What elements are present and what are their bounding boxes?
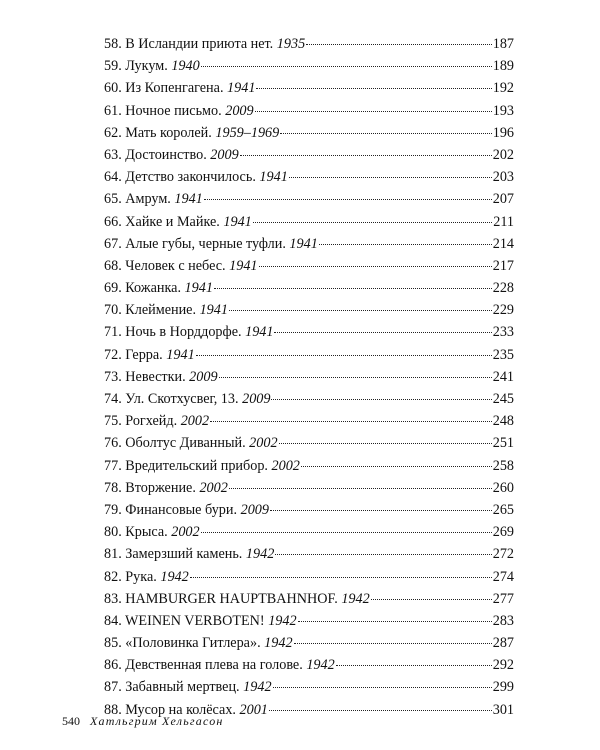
- toc-entry-title: Забавный мертвец.: [125, 679, 244, 696]
- running-author: Хатльгрим Хельгасон: [90, 714, 224, 728]
- dot-leader: [271, 399, 491, 400]
- toc-entry: [104, 55, 514, 77]
- toc-entry-year: 1941: [229, 257, 258, 274]
- toc-entry: [104, 211, 514, 233]
- toc-entry-year: 1940: [171, 58, 200, 75]
- toc-entry-title: Ул. Скотхусвег, 13.: [125, 391, 243, 407]
- dot-leader: [273, 687, 492, 688]
- table-of-contents: [104, 33, 514, 721]
- toc-entry: [104, 521, 514, 543]
- toc-entry: [104, 432, 514, 454]
- toc-entry-text: [104, 676, 272, 698]
- toc-entry-page: 189: [492, 58, 514, 75]
- toc-entry-text: [104, 366, 218, 388]
- toc-entry-number: 66.: [104, 213, 122, 230]
- toc-entry-page: 292: [492, 657, 514, 674]
- toc-entry-title: Алые губы, черные туфли.: [125, 235, 290, 252]
- toc-entry-year: 1941: [166, 346, 195, 363]
- toc-entry-text: [104, 632, 293, 654]
- dot-leader: [214, 288, 492, 289]
- toc-entry-title: Мать королей.: [125, 124, 216, 141]
- toc-entry-year: 2009: [189, 368, 218, 385]
- toc-entry: [104, 321, 514, 343]
- dot-leader: [229, 488, 492, 489]
- dot-leader: [289, 177, 492, 178]
- toc-entry-number: 88.: [104, 701, 122, 718]
- toc-entry-number: 86.: [104, 657, 122, 674]
- toc-entry-text: [104, 100, 254, 122]
- toc-entry-page: 272: [492, 546, 514, 563]
- toc-entry-page: 229: [492, 302, 514, 319]
- dot-leader: [301, 466, 492, 467]
- dot-leader: [279, 443, 492, 444]
- toc-entry-year: 2009: [240, 501, 269, 518]
- toc-entry-number: 63.: [104, 146, 122, 163]
- toc-entry-page: 301: [492, 701, 514, 718]
- toc-entry: [104, 654, 514, 676]
- dot-leader: [255, 111, 492, 112]
- toc-entry-page: 211: [493, 213, 514, 230]
- dot-leader: [275, 554, 491, 555]
- toc-entry-page: 299: [492, 679, 514, 696]
- dot-leader: [336, 665, 492, 666]
- toc-entry-page: 203: [492, 169, 514, 186]
- toc-entry-page: 248: [492, 413, 514, 430]
- toc-entry-title: Вторжение.: [125, 479, 200, 496]
- toc-entry-year: 1941: [199, 302, 228, 319]
- toc-entry-page: 258: [492, 457, 514, 474]
- toc-entry-year: 1942: [243, 679, 272, 696]
- toc-entry-title: Невестки.: [125, 368, 190, 385]
- dot-leader: [274, 332, 491, 333]
- toc-entry-year: 1942: [160, 568, 189, 585]
- dot-leader: [259, 266, 492, 267]
- toc-entry-text: [104, 321, 273, 343]
- toc-entry-text: [104, 255, 258, 277]
- toc-entry-year: 2002: [171, 524, 200, 541]
- toc-entry-page: 196: [492, 124, 514, 141]
- toc-entry-number: 67.: [104, 235, 122, 252]
- toc-entry-text: [104, 144, 239, 166]
- dot-leader: [201, 532, 492, 533]
- toc-entry: [104, 277, 514, 299]
- toc-entry-text: [104, 388, 270, 410]
- toc-entry-title: Замерзший камень.: [125, 546, 246, 563]
- toc-entry-text: [104, 521, 200, 543]
- toc-entry-year: 2002: [180, 413, 210, 430]
- toc-entry-year: 2002: [199, 479, 228, 496]
- toc-entry-year: 1941: [259, 169, 288, 186]
- toc-entry-title: WEINEN VERBOTEN!: [125, 612, 269, 629]
- toc-entry-number: 62.: [104, 124, 122, 141]
- toc-entry-title: Ночное письмо.: [125, 102, 226, 119]
- toc-entry-page: 245: [492, 391, 514, 407]
- toc-entry-year: 1941: [184, 280, 213, 297]
- toc-entry: [104, 455, 514, 477]
- toc-entry-year: 1942: [245, 546, 275, 563]
- toc-entry-title: Герра.: [125, 346, 167, 363]
- toc-entry-year: 1942: [268, 612, 297, 629]
- toc-entry-page: 260: [492, 479, 514, 496]
- toc-entry-number: 72.: [104, 346, 122, 363]
- toc-entry-year: 1941: [174, 191, 203, 208]
- toc-entry: [104, 676, 514, 698]
- toc-entry-title: Детство закончилось.: [125, 169, 260, 186]
- toc-entry-title: Из Копенгагена.: [125, 80, 228, 97]
- toc-entry-title: Вредительский прибор.: [125, 457, 272, 474]
- toc-entry-title: HAMBURGER HAUPTBAHNHOF.: [125, 590, 342, 607]
- toc-entry-text: [104, 410, 209, 432]
- toc-entry-number: 58.: [104, 36, 122, 52]
- toc-entry: [104, 388, 514, 410]
- toc-entry-number: 73.: [104, 368, 122, 385]
- toc-entry: [104, 122, 514, 144]
- toc-entry-text: [104, 455, 300, 477]
- toc-entry: [104, 610, 514, 632]
- toc-entry-text: [104, 610, 297, 632]
- dot-leader: [319, 244, 492, 245]
- toc-entry-number: 65.: [104, 191, 122, 208]
- toc-entry-year: 1935: [276, 36, 306, 52]
- toc-entry-title: Достоинство.: [125, 146, 211, 163]
- toc-entry: [104, 543, 514, 565]
- toc-entry-title: Хайке и Майке.: [125, 213, 224, 230]
- toc-entry-title: «Половинка Гитлера».: [125, 635, 265, 652]
- toc-entry-number: 68.: [104, 257, 122, 274]
- dot-leader: [280, 133, 492, 134]
- dot-leader: [240, 155, 492, 156]
- dot-leader: [294, 643, 492, 644]
- toc-entry-text: [104, 654, 335, 676]
- toc-entry: [104, 255, 514, 277]
- toc-entry-text: [104, 77, 255, 99]
- toc-entry: [104, 299, 514, 321]
- toc-entry-title: Кожанка.: [125, 280, 185, 297]
- toc-entry-page: 235: [492, 346, 514, 363]
- toc-entry-number: 79.: [104, 501, 122, 518]
- toc-entry-number: 71.: [104, 324, 122, 341]
- toc-entry: [104, 477, 514, 499]
- toc-entry-year: 1941: [227, 80, 256, 97]
- toc-entry-number: 77.: [104, 457, 122, 474]
- toc-entry: [104, 410, 514, 432]
- toc-entry: [104, 77, 514, 99]
- page-number: 540: [62, 714, 80, 728]
- toc-entry-number: 87.: [104, 679, 122, 696]
- toc-entry-text: [104, 477, 228, 499]
- toc-entry-title: Рука.: [125, 568, 161, 585]
- toc-entry-text: [104, 277, 213, 299]
- toc-entry-number: 81.: [104, 546, 122, 563]
- toc-entry-title: Крыса.: [125, 524, 172, 541]
- toc-entry-page: 277: [492, 590, 514, 607]
- toc-entry-page: 202: [492, 146, 514, 163]
- toc-entry-text: [104, 33, 305, 55]
- dot-leader: [269, 710, 492, 711]
- toc-entry: [104, 566, 514, 588]
- toc-entry-text: [104, 344, 195, 366]
- dot-leader: [229, 310, 492, 311]
- toc-entry-year: 2009: [210, 146, 239, 163]
- toc-entry-number: 80.: [104, 524, 122, 541]
- toc-entry-year: 2009: [225, 102, 254, 119]
- toc-entry-number: 74.: [104, 391, 122, 407]
- toc-entry-page: 287: [492, 635, 514, 652]
- toc-entry-title: Лукум.: [125, 58, 172, 75]
- toc-entry-title: Ночь в Норддорфе.: [125, 324, 246, 341]
- dot-leader: [204, 199, 492, 200]
- toc-entry-text: [104, 55, 200, 77]
- toc-entry: [104, 33, 514, 55]
- toc-entry: [104, 144, 514, 166]
- dot-leader: [298, 621, 492, 622]
- toc-entry-title: Рогхейд.: [125, 413, 181, 430]
- toc-entry-number: 64.: [104, 169, 122, 186]
- toc-entry-year: 1941: [223, 213, 252, 230]
- toc-entry: [104, 588, 514, 610]
- toc-entry-page: 283: [492, 612, 514, 629]
- toc-entry-number: 60.: [104, 80, 122, 97]
- toc-entry: [104, 233, 514, 255]
- dot-leader: [306, 44, 492, 45]
- toc-entry-title: В Исландии приюта нет.: [125, 36, 277, 52]
- toc-entry-year: 2001: [239, 701, 268, 718]
- toc-entry: [104, 632, 514, 654]
- toc-entry-page: 269: [492, 524, 514, 541]
- toc-entry-number: 82.: [104, 568, 122, 585]
- toc-entry-text: [104, 188, 203, 210]
- dot-leader: [196, 355, 492, 356]
- toc-entry-text: [104, 499, 269, 521]
- toc-entry-title: Оболтус Диванный.: [125, 435, 250, 452]
- toc-entry-title: Мусор на колёсах.: [125, 701, 240, 718]
- dot-leader: [253, 222, 492, 223]
- toc-entry-year: 1942: [341, 590, 370, 607]
- dot-leader: [201, 66, 492, 67]
- toc-entry-number: 84.: [104, 612, 122, 629]
- toc-entry-text: [104, 211, 252, 233]
- page-footer: [62, 714, 224, 729]
- toc-entry-year: 1942: [306, 657, 335, 674]
- dot-leader: [270, 510, 492, 511]
- toc-entry: [104, 344, 514, 366]
- toc-entry-page: 265: [492, 501, 514, 518]
- toc-entry-number: 85.: [104, 635, 122, 652]
- toc-entry-number: 75.: [104, 413, 122, 430]
- toc-entry-title: Клеймение.: [125, 302, 200, 319]
- toc-entry-text: [104, 299, 228, 321]
- toc-entry: [104, 100, 514, 122]
- toc-entry-year: 1941: [289, 235, 318, 252]
- toc-entry-page: 217: [492, 257, 514, 274]
- toc-entry-number: 70.: [104, 302, 122, 319]
- toc-entry-number: 76.: [104, 435, 122, 452]
- toc-entry-page: 241: [492, 368, 514, 385]
- toc-entry-page: 251: [492, 435, 514, 452]
- toc-entry-page: 193: [492, 102, 514, 119]
- dot-leader: [256, 88, 491, 89]
- toc-entry-title: Финансовые бури.: [125, 501, 241, 518]
- toc-entry-year: 2009: [242, 391, 271, 407]
- dot-leader: [219, 377, 492, 378]
- toc-entry-title: Человек с небес.: [125, 257, 230, 274]
- toc-entry: [104, 166, 514, 188]
- toc-entry-text: [104, 543, 274, 565]
- toc-entry: [104, 188, 514, 210]
- toc-entry-page: 233: [492, 324, 514, 341]
- dot-leader: [190, 577, 492, 578]
- toc-entry-page: 274: [492, 568, 514, 585]
- toc-entry-title: Девственная плева на голове.: [125, 657, 307, 674]
- toc-entry-text: [104, 122, 279, 144]
- toc-entry-page: 214: [492, 235, 514, 252]
- toc-entry-title: Амрум.: [125, 191, 175, 208]
- toc-entry-number: 78.: [104, 479, 122, 496]
- toc-entry-page: 187: [492, 36, 514, 52]
- toc-entry-text: [104, 166, 288, 188]
- toc-entry: [104, 366, 514, 388]
- toc-entry-year: 2002: [271, 457, 300, 474]
- toc-entry-number: 61.: [104, 102, 122, 119]
- toc-entry-year: 1942: [264, 635, 293, 652]
- toc-entry-text: [104, 432, 278, 454]
- toc-entry-page: 207: [492, 191, 514, 208]
- toc-entry-page: 228: [492, 280, 514, 297]
- dot-leader: [371, 599, 492, 600]
- toc-entry-year: 1941: [245, 324, 274, 341]
- toc-entry-page: 192: [492, 80, 514, 97]
- dot-leader: [210, 421, 492, 422]
- toc-entry-text: [104, 588, 370, 610]
- toc-entry-year: 2002: [249, 435, 278, 452]
- toc-entry-number: 69.: [104, 280, 122, 297]
- toc-entry-number: 83.: [104, 590, 122, 607]
- toc-entry-year: 1959–1969: [215, 124, 280, 141]
- toc-entry-number: 59.: [104, 58, 122, 75]
- toc-entry-text: [104, 566, 189, 588]
- toc-entry: [104, 499, 514, 521]
- toc-entry-text: [104, 233, 318, 255]
